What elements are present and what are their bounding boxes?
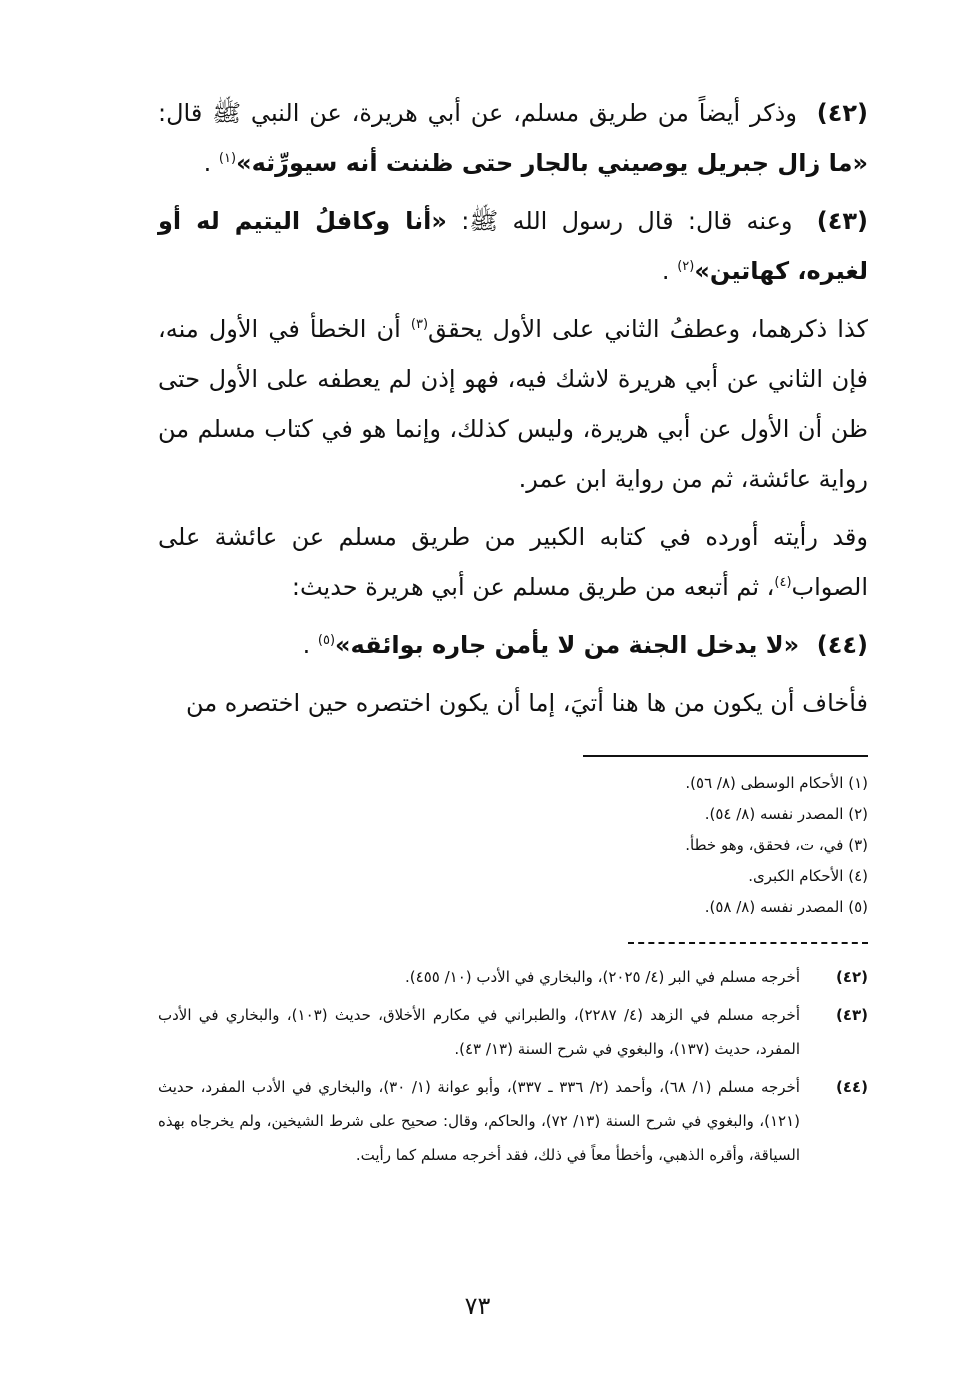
paragraph-42 xyxy=(158,88,868,188)
paragraph-text: وقد رأيته أورده في كتابه الكبير من طريق مسلم عن عائشة على الصواب xyxy=(158,523,868,601)
footnote-text: الأحكام الوسطى (٨/ ٥٦). xyxy=(685,774,844,792)
paragraph-end: . xyxy=(302,631,311,659)
paragraph-end: . xyxy=(661,257,670,285)
takhrij-text: أخرجه مسلم (١/ ٦٨)، وأحمد (٢/ ٣٣٦ ـ ٣٣٧)، وأبو عوانة (١/ ٣٠)، والبخاري في الأدب المفرد، حديث (١٢١)، والبغوي في شرح السنة (١٣/ ٧٢)، والحاكم، وقال: صحيح على شرط الشيخين، ولم يخرجاه بهذه السياقة، وأقره الذهبي، وأخطأ معاً في ذلك، فقد أخرجه مسلم كما رأيت. xyxy=(158,1078,800,1164)
footnote-ref: (٥) xyxy=(317,633,336,648)
paragraph-text-cont: أن الخطأ في الأول منه، فإن الثاني عن أبي هريرة لاشك فيه، فهو إذن لم يعطفه على الأول حتى ظن أن الأول عن أبي هريرة، وليس كذلك، وإنما هو في كتاب مسلم من رواية عائشة، ثم من رواية ابن عمر. xyxy=(158,315,868,493)
footnote-number: (٣) xyxy=(848,836,868,854)
hadith-quote: «لا يدخل الجنة من لا يأمن جاره بوائقه» xyxy=(335,631,800,659)
footnote xyxy=(308,861,868,892)
paragraph-text-cont: ، ثم أتبعه من طريق مسلم عن أبي هريرة حديث: xyxy=(291,573,775,601)
takhrij-text: أخرجه مسلم في البر (٤/ ٢٠٢٥)، والبخاري في الأدب (١٠/ ٤٥٥). xyxy=(405,968,800,986)
footnote-number: (٢) xyxy=(848,805,868,823)
footnote-text: المصدر نفسه (٨/ ٥٨). xyxy=(704,898,844,916)
page-number: ٧٣ xyxy=(464,1292,491,1320)
footnote-text: الأحكام الكبرى. xyxy=(748,867,844,885)
paragraph-43 xyxy=(158,196,868,296)
takhrij-number: (٤٤) xyxy=(835,1078,868,1096)
paragraph-text: وذكر أيضاً من طريق مسلم، عن أبي هريرة، عن النبي ﷺ قال: xyxy=(158,99,797,127)
paragraph-text: فأخاف أن يكون من ها هنا أتيَ، إما أن يكون اختصره حين اختصره من xyxy=(186,689,868,717)
takhrij-note xyxy=(158,960,868,994)
footnote-number: (٥) xyxy=(848,898,868,916)
paragraph-end: . xyxy=(203,149,212,177)
paragraph-44 xyxy=(158,620,868,670)
hadith-quote: «أنا وكافلُ اليتيم له أو لغيره، كهاتين» xyxy=(158,207,868,285)
hadith-number: (٤٤) xyxy=(816,631,868,659)
footnote xyxy=(308,830,868,861)
takhrij-separator xyxy=(628,942,868,944)
takhrij-notes xyxy=(158,960,868,1176)
takhrij-note xyxy=(158,998,868,1066)
footnote-number: (١) xyxy=(848,774,868,792)
footnote-text: المصدر نفسه (٨/ ٥٤). xyxy=(704,805,844,823)
footnote-separator xyxy=(583,755,868,757)
footnote-number: (٤) xyxy=(848,867,868,885)
hadith-quote: «ما زال جبريل يوصيني بالجار حتى ظننت أنه سيورِّثه» xyxy=(236,149,868,177)
paragraph-commentary-2 xyxy=(158,512,868,612)
footnotes xyxy=(308,768,868,923)
footnote xyxy=(308,799,868,830)
paragraph-commentary-3 xyxy=(158,678,868,728)
footnote xyxy=(308,768,868,799)
paragraph-text: كذا ذكرهما، وعطفُ الثاني على الأول يحقق xyxy=(428,315,868,343)
footnote-ref: (٣) xyxy=(410,317,429,332)
hadith-number: (٤٢) xyxy=(816,99,868,127)
hadith-number: (٤٣) xyxy=(816,207,869,235)
footnote-text: في، ت، فحقق، وهو خطأ. xyxy=(685,836,844,854)
takhrij-number: (٤٢) xyxy=(835,968,868,986)
main-text xyxy=(158,88,868,736)
takhrij-note xyxy=(158,1070,868,1172)
footnote-ref: (٢) xyxy=(677,259,695,274)
footnote-ref: (١) xyxy=(218,151,237,166)
footnote xyxy=(308,892,868,923)
paragraph-commentary-1 xyxy=(158,304,868,504)
footnote-ref: (٤) xyxy=(774,575,792,590)
paragraph-text: وعنه قال: قال رسول الله ﷺ: xyxy=(461,207,793,235)
takhrij-number: (٤٣) xyxy=(835,1006,868,1024)
takhrij-text: أخرجه مسلم في الزهد (٤/ ٢٢٨٧)، والطبراني في مكارم الأخلاق، حديث (١٠٣)، والبخاري في الأدب المفرد، حديث (١٣٧)، والبغوي في شرح السنة (١٣/ ٤٣). xyxy=(158,1006,800,1058)
